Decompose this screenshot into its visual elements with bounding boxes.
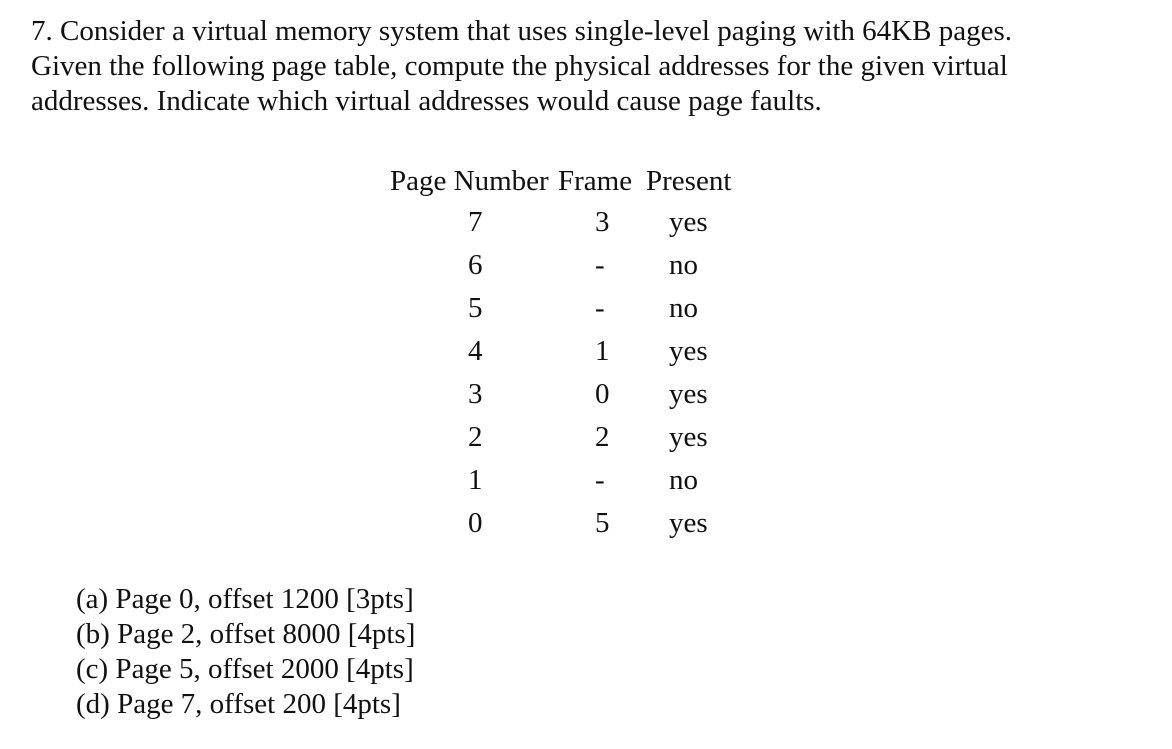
table-header-row: [390, 161, 746, 201]
header-present: Present: [646, 164, 732, 197]
page-number-cell: 4: [468, 335, 483, 367]
question-parts-list: [76, 582, 415, 722]
page-number-cell: 7: [468, 206, 483, 238]
present-cell: yes: [669, 378, 708, 410]
header-frame: Frame: [558, 164, 633, 197]
frame-cell: 2: [595, 421, 610, 453]
frame-cell: -: [595, 464, 605, 496]
question-part-d: (d) Page 7, offset 200 [4pts]: [76, 688, 401, 720]
page-table: [390, 161, 746, 545]
question-line: 7. Consider a virtual memory system that uses single-level paging with 64KB pages.: [31, 15, 1013, 47]
frame-cell: 5: [595, 507, 610, 539]
table-row: [390, 502, 746, 545]
page-number-cell: 1: [468, 464, 483, 496]
page-number-cell: 6: [468, 249, 483, 281]
header-page-number: Page Number: [390, 164, 549, 197]
question-part-c: (c) Page 5, offset 2000 [4pts]: [76, 653, 414, 685]
table-row: [390, 373, 746, 416]
frame-cell: 0: [595, 378, 610, 410]
table-row: [390, 244, 746, 287]
frame-cell: -: [595, 249, 605, 281]
present-cell: yes: [669, 507, 708, 539]
present-cell: yes: [669, 421, 708, 453]
present-cell: no: [669, 249, 698, 281]
question-part-a: (a) Page 0, offset 1200 [3pts]: [76, 583, 414, 615]
question-part-b: (b) Page 2, offset 8000 [4pts]: [76, 618, 416, 650]
question-text: [31, 14, 1151, 119]
page-number-cell: 3: [468, 378, 483, 410]
frame-cell: 1: [595, 335, 610, 367]
present-cell: yes: [669, 335, 708, 367]
table-row: [390, 330, 746, 373]
frame-cell: 3: [595, 206, 610, 238]
question-line: Given the following page table, compute the physical addresses for the given virtual: [31, 50, 1008, 82]
present-cell: no: [669, 292, 698, 324]
present-cell: yes: [669, 206, 708, 238]
frame-cell: -: [595, 292, 605, 324]
question-line: addresses. Indicate which virtual addresses would cause page faults.: [31, 85, 822, 117]
table-row: [390, 416, 746, 459]
page-number-cell: 2: [468, 421, 483, 453]
table-row: [390, 287, 746, 330]
table-row: [390, 201, 746, 244]
present-cell: no: [669, 464, 698, 496]
table-row: [390, 459, 746, 502]
page-number-cell: 5: [468, 292, 483, 324]
page-number-cell: 0: [468, 507, 483, 539]
